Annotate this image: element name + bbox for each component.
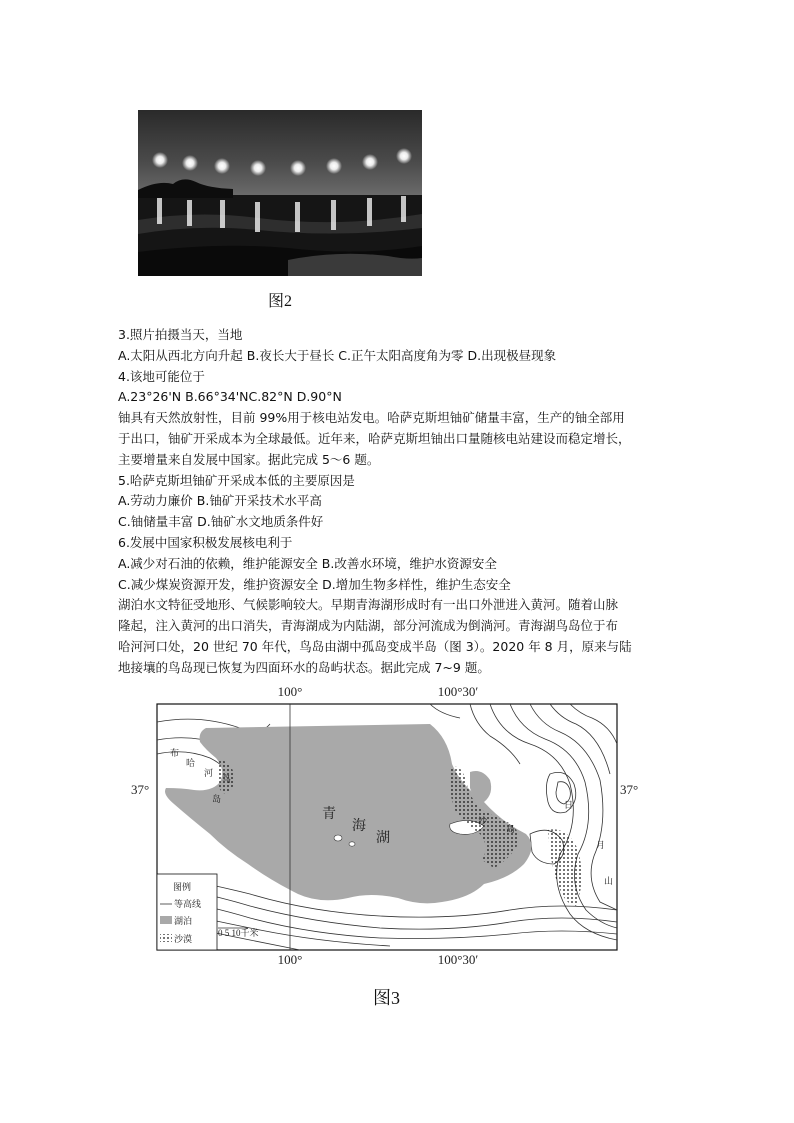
river-label-char: 布 bbox=[170, 748, 180, 758]
legend-desert: 沙漠 bbox=[174, 934, 193, 944]
text-line: 4.该地可能位于 bbox=[118, 368, 205, 384]
question-text bbox=[118, 325, 688, 679]
text-line: 6.发展中国家积极发展核电利于 bbox=[118, 534, 293, 550]
text-line: 3.照片拍摄当天，当地 bbox=[118, 327, 243, 342]
text-line: A.减少对石油的依赖，维护能源安全 B.改善水环境，维护水资源安全 bbox=[118, 555, 497, 571]
lon-label-bottom-left: 100° bbox=[277, 952, 303, 967]
midnight-sun-photo bbox=[138, 110, 422, 276]
text-line: 于出口，铀矿开采成本为全球最低。近年来，哈萨克斯坦铀出口量随核电站建设而稳定增长， bbox=[118, 430, 631, 446]
text-line: A.劳动力廉价 B.铀矿开采技术水平高 bbox=[118, 493, 322, 509]
river-label-char: 河 bbox=[204, 768, 214, 778]
text-line: 5.哈萨克斯坦铀矿开采成本低的主要原因是 bbox=[118, 472, 355, 488]
river-label-char: 哈 bbox=[186, 758, 196, 768]
lat-label-right: 37° bbox=[620, 782, 639, 797]
legend-contour: 等高线 bbox=[174, 899, 202, 909]
scale-bar-label: 0 5 10千米 bbox=[218, 928, 259, 938]
lake-label-char: 湖 bbox=[376, 831, 390, 846]
island-label-char: 岛 bbox=[212, 794, 222, 804]
legend-title: 图例 bbox=[173, 882, 192, 892]
island-label-char: 鸟 bbox=[222, 774, 232, 784]
text-line: C.铀储量丰富 D.铀矿水文地质条件好 bbox=[118, 514, 324, 530]
text-line: 湖泊水文特征受地形、气候影响较大。早期青海湖形成时有一出口外泄进入黄河。随着山脉 bbox=[118, 597, 619, 613]
lon-label-bottom-right: 100°30′ bbox=[437, 952, 479, 967]
sand-label-char: 岛 bbox=[506, 824, 516, 834]
sand-label-char: 沙 bbox=[478, 816, 488, 826]
text-line: A.太阳从西北方向升起 B.夜长大于昼长 C.正午太阳高度角为零 D.出现极昼现象 bbox=[118, 347, 557, 363]
legend-lake: 湖泊 bbox=[174, 916, 193, 926]
lat-label-left: 37° bbox=[131, 782, 150, 797]
lake-label-char: 青 bbox=[322, 807, 336, 822]
text-line: 铀具有天然放射性，目前 99%用于核电站发电。哈萨克斯坦铀矿储量丰富，生产的铀全部用 bbox=[118, 410, 625, 426]
figure3-caption: 图3 bbox=[373, 988, 400, 1008]
text-line: 地接壤的鸟岛现已恢复为四面环水的岛屿状态。据此完成 7~9 题。 bbox=[118, 659, 490, 675]
mountain-label-char: 日 bbox=[564, 800, 574, 810]
text-line: 哈河河口处，20 世纪 70 年代，鸟岛由湖中孤岛变成半岛（图 3）。2020 年 8 月，原来与陆 bbox=[118, 638, 632, 654]
lake-label-char: 海 bbox=[352, 819, 366, 834]
figure2-caption: 图2 bbox=[268, 293, 293, 310]
text-line: A.23°26'N B.66°34'NC.82°N D.90°N bbox=[118, 389, 342, 405]
lon-label-top-right: 100°30′ bbox=[437, 684, 479, 699]
mountain-label-char: 山 bbox=[604, 876, 614, 886]
text-line: 隆起，注入黄河的出口消失，青海湖成为内陆湖，部分河流成为倒淌河。青海湖鸟岛位于布 bbox=[118, 618, 619, 634]
text-line: C.减少煤炭资源开发，维护资源安全 D.增加生物多样性，维护生态安全 bbox=[118, 576, 511, 592]
qinghai-lake-map bbox=[130, 684, 660, 974]
lon-label-top-left: 100° bbox=[277, 684, 303, 699]
mountain-label-char: 月 bbox=[596, 840, 606, 850]
text-line: 主要增量来自发展中国家。据此完成 5～6 题。 bbox=[118, 451, 380, 467]
